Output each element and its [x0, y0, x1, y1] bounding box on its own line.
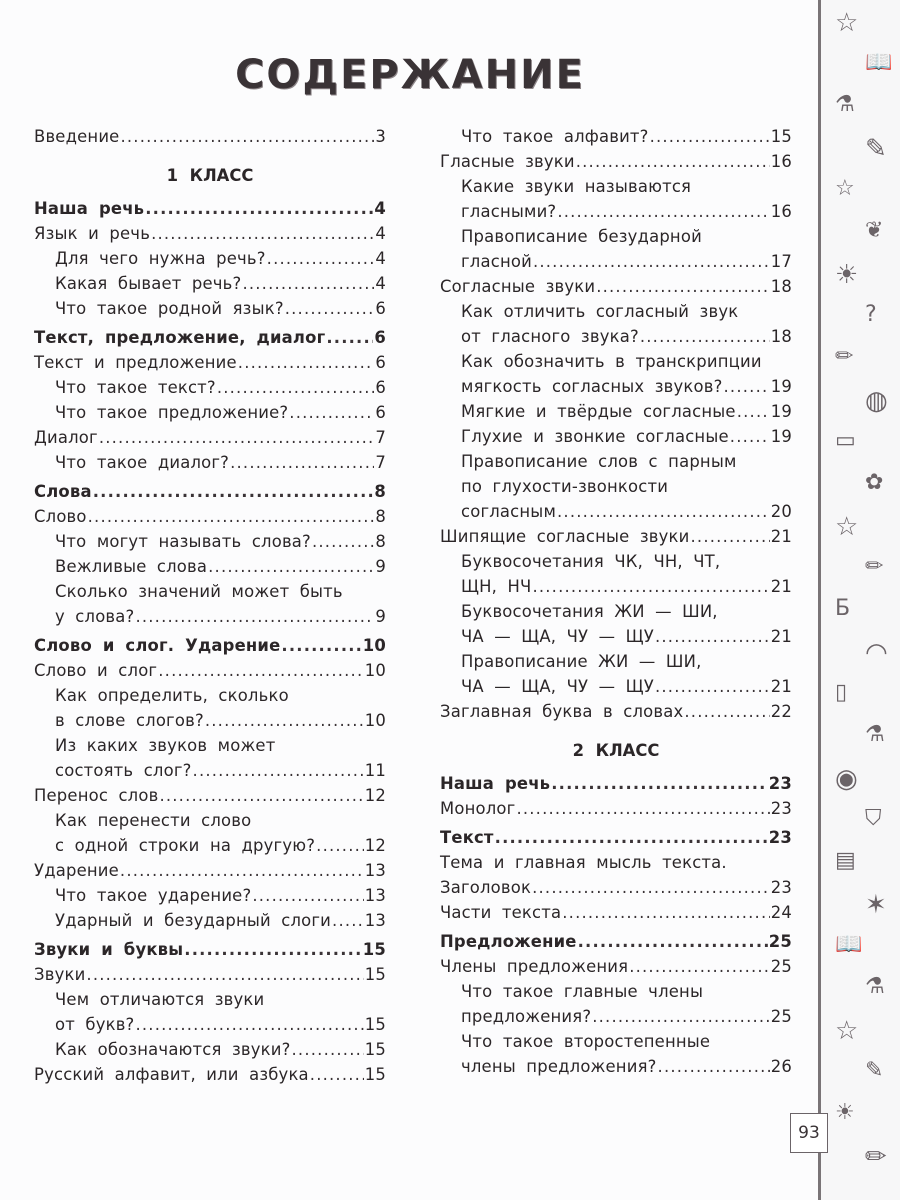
toc-entry-title: Ударение	[34, 861, 119, 880]
toc-entry[interactable]	[34, 833, 386, 858]
dot-leader	[724, 374, 770, 399]
dot-leader	[120, 858, 364, 883]
toc-entry[interactable]	[440, 399, 792, 424]
toc-entry-title: гласными?	[461, 202, 557, 221]
toc-entry-title: от гласного звука?	[461, 327, 639, 346]
toc-entry[interactable]	[440, 624, 792, 649]
toc-entry-title: Части текста	[440, 903, 562, 922]
toc-entry-page: 26	[770, 1057, 792, 1076]
toc-entry[interactable]	[34, 962, 386, 987]
toc-entry-page: 19	[770, 427, 792, 446]
toc-entry[interactable]	[34, 124, 386, 149]
toc-entry-title: с одной строки на другую?	[55, 836, 316, 855]
toc-entry[interactable]	[34, 783, 386, 808]
dot-leader	[691, 524, 770, 549]
star-icon: ☆	[835, 512, 859, 542]
dot-leader	[658, 1054, 770, 1079]
toc-entry-title: Согласные звуки	[440, 277, 596, 296]
dot-leader	[684, 699, 769, 724]
dot-leader	[532, 875, 770, 900]
toc-entry[interactable]	[34, 271, 386, 296]
dot-leader	[292, 1037, 364, 1062]
dot-leader	[135, 1012, 363, 1037]
toc-entry-page: 13	[364, 886, 386, 905]
toc-entry[interactable]	[34, 658, 386, 683]
toc-entry[interactable]	[34, 604, 386, 629]
toc-entry[interactable]	[34, 733, 386, 758]
toc-entry-title: предложения?	[461, 1007, 592, 1026]
star-icon: ☆	[835, 8, 859, 38]
toc-entry-title: по глухости-звонкости	[461, 477, 669, 496]
toc-entry-title: Что такое второстепенные	[461, 1032, 711, 1051]
decorative-doodle-strip	[818, 0, 900, 1200]
toc-entry-title: Тема и главная мысль текста.	[440, 853, 727, 872]
toc-entry-title: Из каких звуков может	[55, 736, 276, 755]
toc-chapter-entry[interactable]	[34, 479, 386, 504]
comet-star-icon: ✶	[865, 890, 887, 920]
protractor-icon: ◠	[865, 638, 888, 668]
dot-leader	[208, 554, 374, 579]
toc-entry[interactable]	[34, 908, 386, 933]
toc-entry-title: Буквосочетания ЖИ — ШИ,	[461, 602, 718, 621]
pencil-icon: ✏	[865, 1142, 887, 1172]
toc-entry-page: 23	[770, 878, 792, 897]
toc-entry-title: Для чего нужна речь?	[55, 249, 266, 268]
dot-leader	[86, 962, 363, 987]
toc-entry-title: Глухие и звонкие согласные	[461, 427, 729, 446]
flask-icon: ⚗	[865, 974, 885, 999]
toc-left-column	[34, 124, 386, 1087]
toc-entry-page: 8	[375, 507, 386, 526]
toc-entry[interactable]	[440, 1004, 792, 1029]
toc-entry[interactable]	[440, 224, 792, 249]
toc-chapter-entry[interactable]	[440, 771, 792, 796]
dot-leader	[158, 658, 363, 683]
toc-entry-page: 19	[770, 402, 792, 421]
toc-entry-title: Как перенести слово	[55, 811, 252, 830]
backpack-icon: ⛉	[865, 806, 882, 831]
toc-entry-title: Что такое родной язык?	[55, 299, 284, 318]
toc-entry-title: Гласные звуки	[440, 152, 575, 171]
toc-entry-page: 23	[770, 799, 792, 818]
toc-entry[interactable]	[440, 649, 792, 674]
toc-entry[interactable]	[34, 683, 386, 708]
toc-entry-title: Перенос слов	[34, 786, 159, 805]
dot-leader	[238, 350, 375, 375]
toc-entry-title: Наша речь	[34, 199, 145, 218]
toc-entry-title: Что такое текст?	[55, 378, 216, 397]
toc-entry-page: 15	[362, 940, 386, 959]
toc-entry[interactable]	[440, 274, 792, 299]
toc-entry[interactable]	[34, 350, 386, 375]
toc-entry-page: 6	[375, 299, 386, 318]
toc-entry[interactable]	[34, 425, 386, 450]
toc-entry[interactable]	[440, 574, 792, 599]
toc-entry-title: Как обозначаются звуки?	[55, 1040, 291, 1059]
toc-entry-title: ЩН, НЧ	[461, 577, 532, 596]
toc-entry-page: 25	[770, 957, 792, 976]
toc-entry-page: 6	[374, 328, 386, 347]
dot-leader	[495, 825, 768, 850]
toc-entry-title: Язык и речь	[34, 224, 151, 243]
toc-entry-title: Слово и слог. Ударение	[34, 636, 281, 655]
dot-leader	[516, 796, 769, 821]
toc-entry[interactable]	[440, 549, 792, 574]
page-number	[790, 1113, 828, 1153]
dot-leader	[159, 783, 363, 808]
toc-entry[interactable]	[440, 900, 792, 925]
toc-entry-page: 21	[770, 527, 792, 546]
dot-leader	[532, 574, 769, 599]
toc-entry-title: Правописание ЖИ — ШИ,	[461, 652, 702, 671]
dot-leader	[533, 249, 770, 274]
toc-entry-page: 4	[374, 199, 386, 218]
toc-entry-title: Вежливые слова	[55, 557, 208, 576]
dot-leader	[285, 296, 375, 321]
flower-icon: ✿	[865, 470, 884, 495]
dot-leader	[737, 399, 770, 424]
dot-leader	[120, 124, 374, 149]
toc-entry[interactable]	[34, 1012, 386, 1037]
dot-leader	[596, 274, 770, 299]
toc-entry-page: 19	[770, 377, 792, 396]
toc-entry-title: Буквосочетания ЧК, ЧН, ЧТ,	[461, 552, 721, 571]
dot-leader	[310, 1062, 364, 1087]
dot-leader	[557, 199, 769, 224]
toc-entry-title: Правописание безударной	[461, 227, 702, 246]
toc-entry[interactable]	[440, 875, 792, 900]
toc-entry[interactable]	[440, 524, 792, 549]
toc-entry[interactable]	[34, 450, 386, 475]
toc-entry-page: 18	[770, 327, 792, 346]
dot-leader	[242, 271, 374, 296]
toc-entry[interactable]	[440, 449, 792, 474]
toc-entry-title: ЧА — ЩА, ЧУ — ЩУ	[461, 627, 654, 646]
toc-entry[interactable]	[440, 499, 792, 524]
toc-entry-title: Как отличить согласный звук	[461, 302, 739, 321]
dot-leader	[217, 375, 375, 400]
toc-entry[interactable]	[34, 554, 386, 579]
toc-entry[interactable]	[34, 296, 386, 321]
toc-entry-title: Какая бывает речь?	[55, 274, 242, 293]
dot-leader	[316, 833, 364, 858]
page-number-value: 93	[798, 1123, 820, 1143]
toc-entry-title: Звуки	[34, 965, 86, 984]
question-mark-icon: ?	[865, 302, 877, 327]
toc-entry-page: 17	[770, 252, 792, 271]
toc-entry[interactable]	[34, 504, 386, 529]
toc-chapter-entry[interactable]	[34, 633, 386, 658]
toc-entry[interactable]	[34, 708, 386, 733]
toc-entry-title: Введение	[34, 127, 120, 146]
toc-entry-title: Мягкие и твёрдые согласные	[461, 402, 736, 421]
toc-entry[interactable]	[34, 529, 386, 554]
note-icon: ▭	[835, 428, 856, 453]
toc-entry-page: 7	[375, 428, 386, 447]
dot-leader	[281, 633, 361, 658]
toc-entry-title: мягкость согласных звуков?	[461, 377, 723, 396]
dot-leader	[151, 221, 374, 246]
toc-entry[interactable]	[440, 1029, 792, 1054]
toc-entry-page: 4	[375, 224, 386, 243]
page-title: СОДЕРЖАНИЕ	[235, 52, 585, 98]
toc-entry-title: Монолог	[440, 799, 516, 818]
dot-leader	[551, 771, 768, 796]
toc-entry[interactable]	[440, 674, 792, 699]
toc-entry-title: Что такое ударение?	[55, 886, 252, 905]
toc-entry-page: 15	[364, 1040, 386, 1059]
toc-entry[interactable]	[34, 246, 386, 271]
flask-icon: ⚗	[865, 722, 885, 747]
toc-entry-page: 4	[375, 274, 386, 293]
toc-entry-title: Что такое алфавит?	[461, 127, 649, 146]
notebook-icon: ▯	[835, 680, 848, 705]
toc-entry[interactable]	[34, 883, 386, 908]
toc-entry[interactable]	[34, 858, 386, 883]
toc-entry-page: 13	[364, 861, 386, 880]
toc-entry[interactable]	[34, 375, 386, 400]
toc-entry[interactable]	[440, 349, 792, 374]
dot-leader	[730, 424, 770, 449]
toc-entry-page: 6	[375, 378, 386, 397]
toc-entry-title: Русский алфавит, или азбука	[34, 1065, 309, 1084]
toc-entry-page: 23	[768, 774, 792, 793]
toc-entry-title: Звуки и буквы	[34, 940, 184, 959]
toc-entry-title: Предложение	[440, 932, 577, 951]
toc-entry[interactable]	[440, 796, 792, 821]
book-icon: ▤	[835, 848, 856, 873]
dot-leader	[289, 400, 374, 425]
lightbulb-icon: ☀	[835, 260, 859, 290]
dot-leader	[145, 196, 373, 221]
toc-entry-page: 6	[375, 403, 386, 422]
toc-entry-page: 10	[364, 711, 386, 730]
toc-entry[interactable]	[440, 124, 792, 149]
dot-leader	[629, 954, 770, 979]
toc-entry-page: 18	[770, 277, 792, 296]
dot-leader	[93, 479, 374, 504]
toc-entry-title: от букв?	[55, 1015, 135, 1034]
toc-entry-page: 25	[770, 1007, 792, 1026]
toc-entry[interactable]	[440, 954, 792, 979]
toc-entry[interactable]	[440, 324, 792, 349]
dot-leader	[88, 504, 375, 529]
toc-entry-title: у слова?	[55, 607, 135, 626]
toc-entry-page: 12	[364, 786, 386, 805]
dot-leader	[557, 499, 770, 524]
dot-leader	[252, 883, 363, 908]
toc-entry-title: Какие звуки называются	[461, 177, 692, 196]
toc-entry-page: 6	[375, 353, 386, 372]
toc-entry-title: Текст	[440, 828, 494, 847]
toc-entry-page: 4	[375, 249, 386, 268]
toc-entry-title: гласной	[461, 252, 532, 271]
dot-leader	[267, 246, 375, 271]
toc-entry-title: Как определить, сколько	[55, 686, 289, 705]
dot-leader	[326, 325, 373, 350]
toc-entry-page: 15	[364, 1015, 386, 1034]
dot-leader	[230, 450, 374, 475]
toc-entry[interactable]	[440, 149, 792, 174]
toc-entry-title: члены предложения?	[461, 1057, 657, 1076]
toc-entry-page: 21	[770, 677, 792, 696]
toc-entry-title: Наша речь	[440, 774, 551, 793]
dot-leader	[193, 758, 364, 783]
dot-leader	[562, 900, 769, 925]
open-book-icon: 📖	[835, 932, 863, 957]
toc-entry-title: Текст, предложение, диалог	[34, 328, 326, 347]
leaf-branch-icon: ❦	[865, 218, 884, 243]
dot-leader	[135, 604, 374, 629]
star-icon: ☆	[835, 1016, 859, 1046]
toc-entry[interactable]	[440, 474, 792, 499]
letter-b-icon: Б	[835, 596, 851, 621]
dot-leader	[576, 149, 770, 174]
toc-entry-page: 13	[364, 911, 386, 930]
toc-entry-page: 7	[375, 453, 386, 472]
flask-icon: ⚗	[835, 92, 855, 117]
dot-leader	[650, 124, 770, 149]
toc-entry-title: Текст и предложение	[34, 353, 237, 372]
toc-entry[interactable]	[440, 174, 792, 199]
toc-entry-title: Правописание слов с парным	[461, 452, 737, 471]
toc-entry[interactable]	[440, 850, 792, 875]
toc-entry[interactable]	[440, 424, 792, 449]
open-book-icon: 📖	[865, 50, 893, 75]
toc-entry-page: 24	[770, 903, 792, 922]
toc-entry-title: состоять слог?	[55, 761, 192, 780]
dot-leader	[205, 708, 364, 733]
toc-entry-title: Заглавная буква в словах	[440, 702, 684, 721]
toc-entry-title: Ударный и безударный слоги	[55, 911, 332, 930]
toc-entry[interactable]	[34, 1037, 386, 1062]
toc-entry[interactable]	[34, 400, 386, 425]
toc-entry-page: 3	[375, 127, 386, 146]
palette-icon: ◍	[865, 386, 888, 416]
toc-entry-title: Слово	[34, 507, 87, 526]
toc-entry-title: в слове слогов?	[55, 711, 204, 730]
paintbrush-icon: ✎	[865, 1058, 884, 1083]
toc-section-heading: 1 КЛАСС	[166, 166, 254, 185]
toc-entry[interactable]	[34, 221, 386, 246]
toc-entry[interactable]	[440, 979, 792, 1004]
dot-leader	[312, 529, 374, 554]
toc-entry[interactable]	[440, 199, 792, 224]
toc-entry[interactable]	[34, 1062, 386, 1087]
toc-chapter-entry[interactable]	[34, 325, 386, 350]
toc-entry-title: Слова	[34, 482, 92, 501]
toc-entry-page: 9	[375, 607, 386, 626]
toc-entry-title: Слово и слог	[34, 661, 158, 680]
toc-chapter-entry[interactable]	[34, 937, 386, 962]
toc-entry-title: Диалог	[34, 428, 98, 447]
toc-entry-title: Что могут называть слова?	[55, 532, 311, 551]
toc-entry-title: Что такое диалог?	[55, 453, 230, 472]
toc-entry-title: ЧА — ЩА, ЧУ — ЩУ	[461, 677, 654, 696]
toc-entry-title: Члены предложения	[440, 957, 629, 976]
toc-entry[interactable]	[34, 808, 386, 833]
toc-entry-page: 10	[362, 636, 386, 655]
toc-entry-page: 21	[770, 577, 792, 596]
toc-entry[interactable]	[440, 374, 792, 399]
dot-leader	[578, 929, 768, 954]
toc-entry-title: Что такое предложение?	[55, 403, 289, 422]
toc-entry-page: 23	[768, 828, 792, 847]
toc-entry-page: 16	[770, 202, 792, 221]
dot-leader	[332, 908, 364, 933]
toc-entry-page: 25	[768, 932, 792, 951]
toc-chapter-entry[interactable]	[440, 825, 792, 850]
toc-chapter-entry[interactable]	[440, 929, 792, 954]
toc-entry[interactable]	[34, 758, 386, 783]
toc-entry-page: 10	[364, 661, 386, 680]
toc-entry-title: Как обозначить в транскрипции	[461, 352, 762, 371]
toc-entry-page: 12	[364, 836, 386, 855]
toc-entry-page: 16	[770, 152, 792, 171]
dot-leader	[640, 324, 770, 349]
toc-right-column	[440, 124, 792, 1079]
toc-entry[interactable]	[440, 249, 792, 274]
toc-entry-title: Чем отличаются звуки	[55, 990, 265, 1009]
dot-leader	[99, 425, 375, 450]
toc-entry[interactable]	[440, 299, 792, 324]
toc-entry-title: согласным	[461, 502, 557, 521]
toc-entry-page: 20	[770, 502, 792, 521]
toc-entry[interactable]	[440, 1054, 792, 1079]
paintbrush-icon: ✎	[865, 134, 887, 164]
dot-leader	[655, 624, 770, 649]
toc-entry-title: Сколько значений может быть	[55, 582, 343, 601]
toc-entry-page: 15	[364, 965, 386, 984]
toc-entry-page: 15	[770, 127, 792, 146]
dot-leader	[592, 1004, 770, 1029]
toc-entry-page: 9	[375, 557, 386, 576]
toc-entry[interactable]	[440, 599, 792, 624]
toc-entry-page: 11	[364, 761, 386, 780]
toc-entry-title: Заголовок	[440, 878, 532, 897]
apple-character-icon: ◉	[835, 764, 858, 794]
toc-section-heading: 2 КЛАСС	[572, 741, 660, 760]
pencil-icon: ✏	[835, 344, 854, 369]
toc-entry-page: 15	[364, 1065, 386, 1084]
pencil-icon: ✏	[865, 554, 884, 579]
star-icon: ☆	[835, 176, 855, 201]
lightbulb-icon: ☀	[835, 1100, 855, 1125]
toc-entry-page: 22	[770, 702, 792, 721]
dot-leader	[655, 674, 770, 699]
toc-entry-page: 8	[374, 482, 386, 501]
toc-entry[interactable]	[34, 987, 386, 1012]
dot-leader	[184, 937, 362, 962]
toc-entry-page: 8	[375, 532, 386, 551]
toc-entry-page: 21	[770, 627, 792, 646]
toc-entry-title: Шипящие согласные звуки	[440, 527, 690, 546]
toc-entry[interactable]	[34, 579, 386, 604]
toc-entry-title: Что такое главные члены	[461, 982, 704, 1001]
toc-entry[interactable]	[440, 699, 792, 724]
toc-chapter-entry[interactable]	[34, 196, 386, 221]
